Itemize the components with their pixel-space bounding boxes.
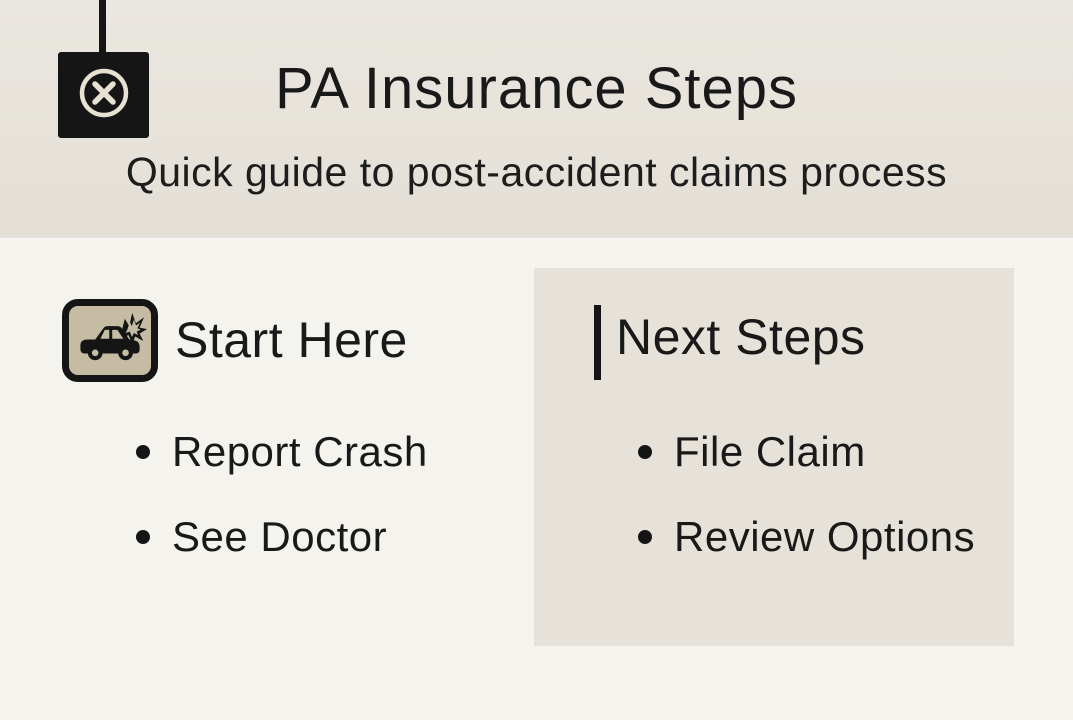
page-title: PA Insurance Steps	[274, 56, 799, 121]
next-steps-panel	[534, 268, 1014, 646]
car-crash-icon-box	[62, 299, 158, 382]
next-item-label: File Claim	[674, 428, 866, 475]
car-crash-icon	[73, 308, 147, 373]
next-section-heading: Next Steps	[616, 309, 866, 365]
header-band	[0, 0, 1073, 237]
bullet-dot	[136, 445, 150, 459]
bullet-dot	[136, 530, 150, 544]
heading-accent-bar	[594, 305, 601, 380]
page-subtitle: Quick guide to post-accident claims process	[125, 149, 948, 195]
next-item-label: Review Options	[674, 513, 976, 560]
hanging-line	[99, 0, 106, 56]
start-item-label: Report Crash	[172, 428, 428, 475]
bullet-dot	[638, 530, 652, 544]
next-list-item	[638, 430, 866, 474]
bullet-dot	[638, 445, 652, 459]
start-item-label: See Doctor	[172, 513, 388, 560]
start-section-heading: Start Here	[175, 312, 408, 368]
start-list-item	[136, 515, 387, 559]
next-list-item	[638, 515, 975, 559]
start-list-item	[136, 430, 428, 474]
